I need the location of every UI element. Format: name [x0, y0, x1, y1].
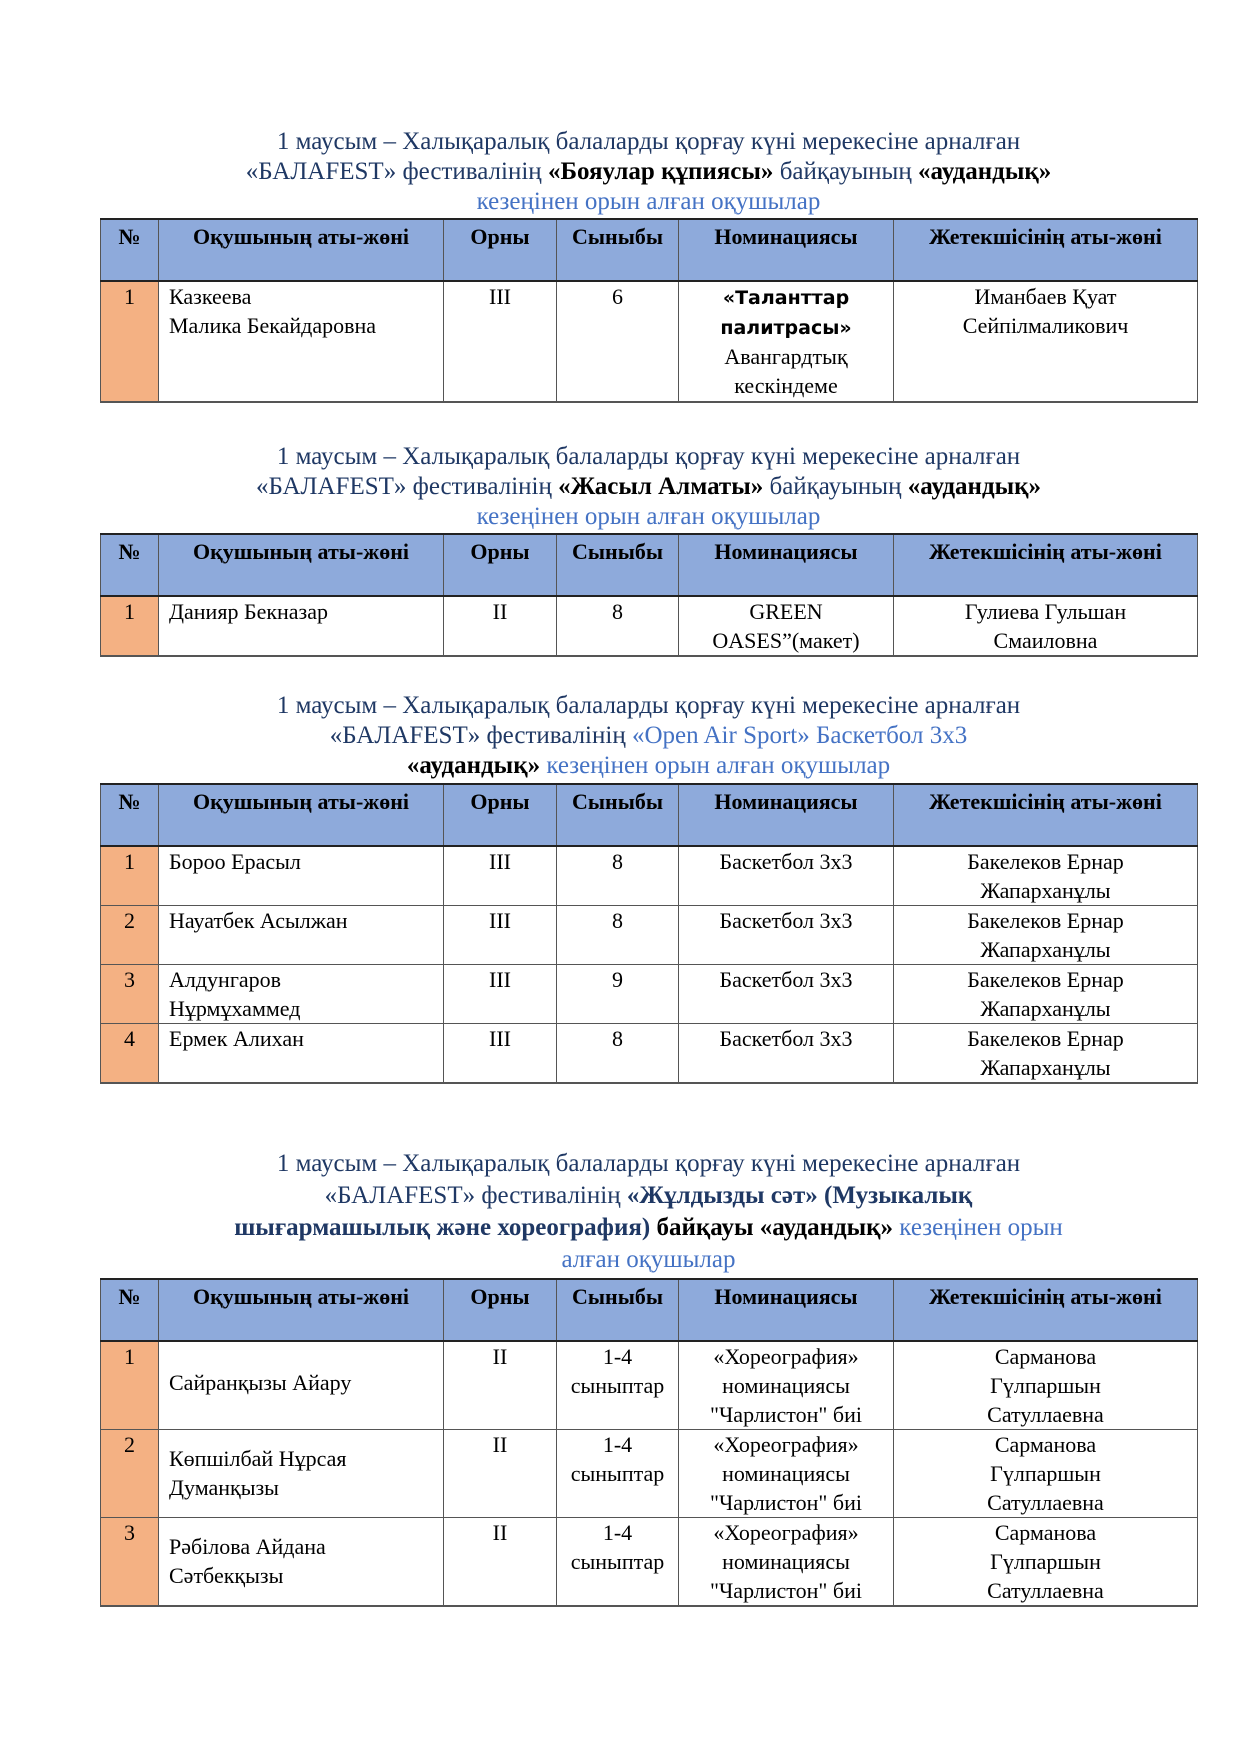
- section-boyaular: [100, 127, 1197, 403]
- header-nomination: Номинациясы: [679, 219, 894, 281]
- row-number: 3: [101, 1518, 159, 1607]
- place: II: [444, 1430, 557, 1518]
- nomination: «Хореография» номинациясы "Чарлистон" биі: [679, 1430, 894, 1518]
- header-leader: Жетекшісінің аты-жөні: [894, 219, 1198, 281]
- header-leader: Жетекшісінің аты-жөні: [894, 1279, 1198, 1341]
- section-zhuldyzdy-sat: [100, 1148, 1197, 1607]
- header-leader: Жетекшісінің аты-жөні: [894, 534, 1198, 596]
- grade: 8: [557, 906, 679, 965]
- nomination: GREEN OASES”(макет): [679, 596, 894, 656]
- table-row: [101, 281, 1198, 402]
- row-number: 1: [101, 1341, 159, 1430]
- leader-name: Иманбаев Қуат Сейпілмаликович: [894, 281, 1198, 402]
- header-place: Орны: [444, 784, 557, 846]
- header-no: №: [101, 1279, 159, 1341]
- place: III: [444, 906, 557, 965]
- leader-name: Бакелеков Ернар Жапарханұлы: [894, 1024, 1198, 1084]
- place: II: [444, 1341, 557, 1430]
- header-leader: Жетекшісінің аты-жөні: [894, 784, 1198, 846]
- section-title: 1 маусым – Халықаралық балаларды қорғау күні мерекесіне арналған «БАЛАFEST» фестивалінің «Open Air Sport» Баскетбол 3х3 «аудандық» кезеңінен орын алған оқушылар: [276, 692, 1021, 779]
- place: III: [444, 281, 557, 402]
- results-table: [100, 533, 1198, 657]
- section-zhasyl-almaty: [100, 442, 1197, 657]
- student-name: Бороо Ерасыл: [159, 846, 444, 906]
- row-number: 2: [101, 906, 159, 965]
- header-place: Орны: [444, 219, 557, 281]
- student-name: Рәбілова Айдана Сәтбекқызы: [159, 1518, 444, 1607]
- student-name: Сайранқызы Айару: [159, 1341, 444, 1430]
- table-header-row: [101, 784, 1198, 846]
- nomination: Баскетбол 3х3: [679, 846, 894, 906]
- section-title: 1 маусым – Халықаралық балаларды қорғау күні мерекесіне арналған «БАЛАFEST» фестивалінің «Жасыл Алматы» байқауының «аудандық» кезеңінен орын алған оқушылар: [255, 443, 1042, 530]
- row-number: 1: [101, 281, 159, 402]
- header-grade: Сыныбы: [557, 1279, 679, 1341]
- nomination: «Хореография» номинациясы "Чарлистон" биі: [679, 1518, 894, 1607]
- student-name: Казкеева Малика Бекайдаровна: [159, 281, 444, 402]
- place: II: [444, 596, 557, 656]
- header-grade: Сыныбы: [557, 784, 679, 846]
- results-table: [100, 783, 1198, 1084]
- leader-name: Сарманова Гүлпаршын Сатуллаевна: [894, 1518, 1198, 1607]
- student-name: Ермек Алихан: [159, 1024, 444, 1084]
- row-number: 4: [101, 1024, 159, 1084]
- student-name: Алдунгаров Нұрмұхаммед: [159, 965, 444, 1024]
- leader-name: Бакелеков Ернар Жапарханұлы: [894, 846, 1198, 906]
- table-row: [101, 906, 1198, 965]
- table-row: [101, 1518, 1198, 1607]
- place: III: [444, 965, 557, 1024]
- student-name: Көпшілбай Нұрсая Думанқызы: [159, 1430, 444, 1518]
- row-number: 3: [101, 965, 159, 1024]
- header-place: Орны: [444, 1279, 557, 1341]
- nomination: Баскетбол 3х3: [679, 1024, 894, 1084]
- leader-name: Сарманова Гүлпаршын Сатуллаевна: [894, 1341, 1198, 1430]
- nomination: «Таланттар палитрасы» Авангардтық кескіндеме: [679, 281, 894, 402]
- nomination: «Хореография» номинациясы "Чарлистон" биі: [679, 1341, 894, 1430]
- nomination: Баскетбол 3х3: [679, 965, 894, 1024]
- header-nomination: Номинациясы: [679, 784, 894, 846]
- header-no: №: [101, 534, 159, 596]
- leader-name: Бакелеков Ернар Жапарханұлы: [894, 906, 1198, 965]
- table-row: [101, 846, 1198, 906]
- header-nomination: Номинациясы: [679, 1279, 894, 1341]
- header-name: Оқушының аты-жөні: [159, 1279, 444, 1341]
- row-number: 1: [101, 596, 159, 656]
- table-row: [101, 1024, 1198, 1084]
- table-row: [101, 596, 1198, 656]
- header-grade: Сыныбы: [557, 219, 679, 281]
- grade: 1-4 сыныптар: [557, 1341, 679, 1430]
- leader-name: Гулиева Гульшан Смаиловна: [894, 596, 1198, 656]
- header-no: №: [101, 784, 159, 846]
- leader-name: Сарманова Гүлпаршын Сатуллаевна: [894, 1430, 1198, 1518]
- grade: 8: [557, 846, 679, 906]
- place: III: [444, 846, 557, 906]
- grade: 8: [557, 596, 679, 656]
- section-open-air-sport: [100, 691, 1197, 1084]
- section-title: 1 маусым – Халықаралық балаларды қорғау күні мерекесіне арналған «БАЛАFEST» фестивалінің «Жұлдызды сәт» (Музыкалық шығармашылық және хореография) байқауы «аудандық» кезеңінен орын алған оқушылар: [234, 1150, 1063, 1273]
- header-name: Оқушының аты-жөні: [159, 534, 444, 596]
- row-number: 1: [101, 846, 159, 906]
- table-row: [101, 1430, 1198, 1518]
- table-row: [101, 965, 1198, 1024]
- header-no: №: [101, 219, 159, 281]
- header-nomination: Номинациясы: [679, 534, 894, 596]
- table-row: [101, 1341, 1198, 1430]
- student-name: Науатбек Асылжан: [159, 906, 444, 965]
- nomination: Баскетбол 3х3: [679, 906, 894, 965]
- row-number: 2: [101, 1430, 159, 1518]
- header-place: Орны: [444, 534, 557, 596]
- table-header-row: [101, 219, 1198, 281]
- results-table: [100, 1278, 1198, 1607]
- student-name: Данияр Бекназар: [159, 596, 444, 656]
- section-title: 1 маусым – Халықаралық балаларды қорғау күні мерекесіне арналған «БАЛАFEST» фестивалінің «Бояулар құпиясы» байқауының «аудандық» кезеңінен орын алған оқушылар: [245, 128, 1052, 215]
- header-name: Оқушының аты-жөні: [159, 219, 444, 281]
- place: II: [444, 1518, 557, 1607]
- grade: 9: [557, 965, 679, 1024]
- header-name: Оқушының аты-жөні: [159, 784, 444, 846]
- leader-name: Бакелеков Ернар Жапарханұлы: [894, 965, 1198, 1024]
- table-header-row: [101, 534, 1198, 596]
- grade: 8: [557, 1024, 679, 1084]
- table-header-row: [101, 1279, 1198, 1341]
- grade: 1-4 сыныптар: [557, 1518, 679, 1607]
- results-table: [100, 218, 1198, 403]
- place: III: [444, 1024, 557, 1084]
- grade: 6: [557, 281, 679, 402]
- grade: 1-4 сыныптар: [557, 1430, 679, 1518]
- header-grade: Сыныбы: [557, 534, 679, 596]
